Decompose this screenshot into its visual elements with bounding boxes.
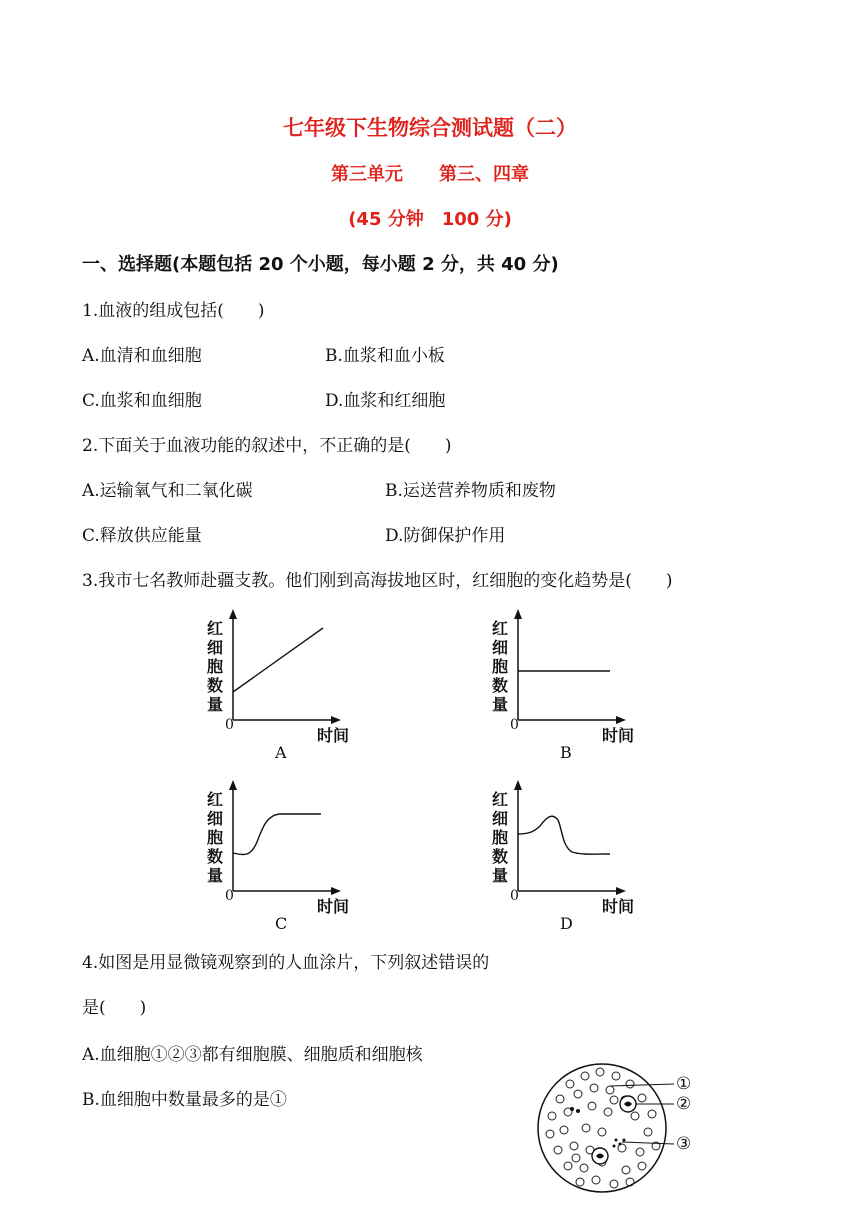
question-2-option-c: C.释放供应能量 [82, 526, 202, 546]
graph-b-plot [490, 605, 700, 765]
graph-c-plot [205, 776, 415, 936]
graph-a-xlabel: 时间 [317, 726, 350, 745]
graph-a [205, 605, 415, 765]
question-3-stem: 3.我市七名教师赴疆支教。他们刚到高海拔地区时，红细胞的变化趋势是( ) [82, 571, 673, 591]
graph-a-curve [233, 628, 323, 692]
section-title: 一、选择题(本题包括 20 个小题，每小题 2 分，共 40 分) [82, 254, 559, 275]
graph-c-curve [233, 814, 321, 855]
graph-c-letter: C [275, 914, 288, 933]
blood-smear-figure [530, 1054, 710, 1199]
question-4-option-a: A.血细胞①②③都有细胞膜、细胞质和细胞核 [82, 1045, 423, 1065]
question-4-stem-line-2: 是( ) [82, 998, 147, 1018]
label-3: ③ [676, 1134, 692, 1154]
graph-d-letter: D [560, 914, 573, 933]
question-1-option-d: D.血浆和红细胞 [325, 391, 446, 411]
question-2-option-d: D.防御保护作用 [385, 526, 506, 546]
question-1-stem: 1.血液的组成包括( ) [82, 301, 265, 321]
question-4-stem-line-1: 4.如图是用显微镜观察到的人血涂片，下列叙述错误的 [82, 953, 490, 973]
graph-d-plot [490, 776, 700, 936]
question-1-option-b: B.血浆和血小板 [325, 346, 445, 366]
page-subtitle: 第三单元 第三、四章 [331, 164, 529, 185]
graph-c-xlabel: 时间 [317, 897, 350, 916]
graph-b-ylabel: 红 细 胞 数 量 [492, 619, 509, 714]
graph-d-origin: 0 [510, 888, 519, 904]
graph-a-plot [205, 605, 415, 765]
graph-d-curve [518, 816, 610, 854]
question-2-option-b: B.运送营养物质和废物 [385, 481, 556, 501]
graph-d-xlabel: 时间 [602, 897, 635, 916]
graph-a-ylabel: 红 细 胞 数 量 [207, 619, 224, 714]
question-4-option-b: B.血细胞中数量最多的是① [82, 1090, 287, 1110]
label-2: ② [676, 1094, 692, 1114]
page-title: 七年级下生物综合测试题（二） [283, 116, 577, 140]
graph-b [490, 605, 700, 765]
graph-b-letter: B [560, 743, 572, 762]
graph-c [205, 776, 415, 936]
graph-d [490, 776, 700, 936]
graph-b-origin: 0 [510, 717, 519, 733]
label-1: ① [676, 1074, 692, 1094]
graph-b-xlabel: 时间 [602, 726, 635, 745]
graph-c-ylabel: 红 细 胞 数 量 [207, 790, 224, 885]
time-score: (45 分钟 100 分) [348, 209, 512, 230]
question-2-stem: 2.下面关于血液功能的叙述中，不正确的是( ) [82, 436, 452, 456]
graph-a-origin: 0 [225, 717, 234, 733]
question-1-option-c: C.血浆和血细胞 [82, 391, 202, 411]
graph-a-letter: A [275, 743, 287, 762]
graph-d-ylabel: 红 细 胞 数 量 [492, 790, 509, 885]
graph-c-origin: 0 [225, 888, 234, 904]
question-2-option-a: A.运输氧气和二氧化碳 [82, 481, 253, 501]
question-1-option-a: A.血清和血细胞 [82, 346, 202, 366]
